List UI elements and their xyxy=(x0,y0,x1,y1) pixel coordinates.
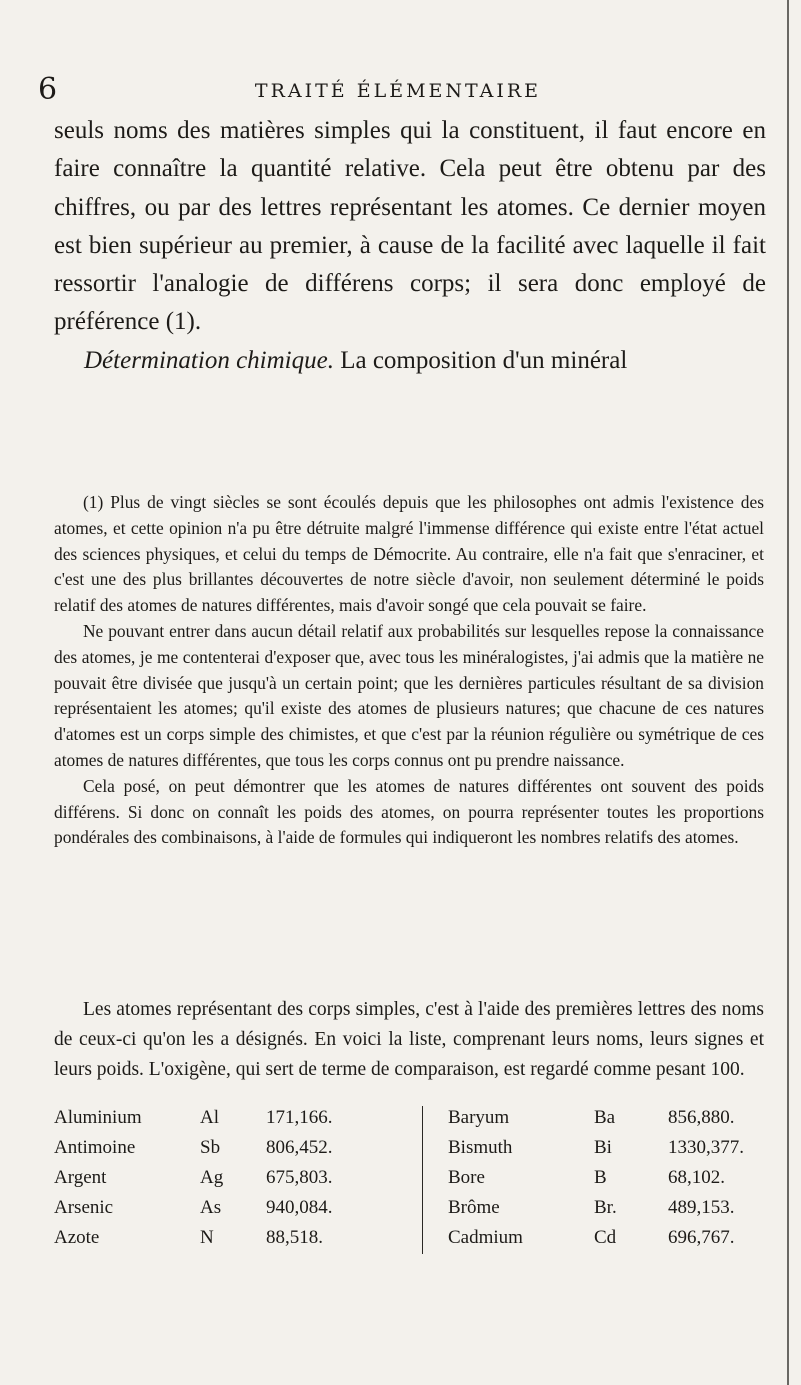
element-weight: 675,803. xyxy=(266,1167,333,1188)
section-title: Détermination chimique. xyxy=(84,346,334,374)
element-weight: 171,166. xyxy=(266,1107,333,1128)
element-symbol: Cd xyxy=(594,1227,617,1248)
section-paragraph xyxy=(54,342,766,380)
footnote-paragraph-3: Cela posé, on peut démontrer que les atomes de natures différentes ont souvent des poids différens. Si donc on connaît les poids des atomes, on pourra représenter toutes les proportions pondérales des combinaisons, à l'aide de formules qui indiqueront les nombres relatifs des atomes. xyxy=(54,775,764,848)
table-row xyxy=(436,1164,766,1192)
column-divider xyxy=(422,1106,423,1254)
page-edge-line xyxy=(787,0,789,1385)
element-name: Aluminium xyxy=(54,1107,142,1128)
page-number: 6 xyxy=(38,72,58,107)
element-weight: 88,518. xyxy=(266,1227,323,1248)
table-row xyxy=(436,1104,766,1132)
elements-table xyxy=(54,1104,766,1254)
page-header xyxy=(38,72,758,112)
element-symbol: Sb xyxy=(200,1137,221,1158)
element-symbol: B xyxy=(594,1167,607,1188)
element-weight: 1330,377. xyxy=(668,1137,744,1158)
element-weight: 489,153. xyxy=(668,1197,735,1218)
element-symbol: N xyxy=(200,1227,214,1248)
section-start: La composition d'un minéral xyxy=(340,346,628,374)
element-name: Cadmium xyxy=(448,1227,523,1248)
element-symbol: Al xyxy=(200,1107,219,1128)
footnote-paragraph-1: (1) Plus de vingt siècles se sont écoulés depuis que les philosophes ont admis l'existence des atomes, et cette opinion n'a pu être détruite malgré l'immense différence qui existe entre l'état actuel des sciences physiques, et celui du temps de Démocrite. Au contraire, elle n'a fait que s'enraciner, et c'est une des plus brillantes découvertes de notre siècle d'avoir, non seulement déterminé le poids relatif des atomes de natures différentes, mais d'avoir songé que cela pouvait se faire. xyxy=(54,492,764,616)
element-weight: 856,880. xyxy=(668,1107,735,1128)
element-weight: 940,084. xyxy=(266,1197,333,1218)
element-name: Argent xyxy=(54,1167,107,1188)
running-title: TRAITÉ ÉLÉMENTAIRE xyxy=(254,80,542,102)
table-row xyxy=(54,1104,414,1132)
table-row xyxy=(54,1224,414,1252)
element-name: Arsenic xyxy=(54,1197,114,1218)
element-name: Azote xyxy=(54,1227,100,1248)
element-name: Bismuth xyxy=(448,1137,513,1158)
element-symbol: Ag xyxy=(200,1167,224,1188)
table-row xyxy=(436,1194,766,1222)
element-name: Antimoine xyxy=(54,1137,136,1158)
element-symbol: As xyxy=(200,1197,222,1218)
table-row xyxy=(436,1224,766,1252)
element-name: Brôme xyxy=(448,1197,500,1218)
intro-block xyxy=(54,995,764,1085)
element-weight: 696,767. xyxy=(668,1227,735,1248)
table-row xyxy=(436,1134,766,1162)
main-text xyxy=(54,112,766,380)
element-name: Baryum xyxy=(448,1107,510,1128)
element-weight: 68,102. xyxy=(668,1167,725,1188)
main-paragraph: seuls noms des matières simples qui la constituent, il faut encore en faire connaître la quantité relative. Cela peut être obtenu par des chiffres, ou par des lettres représentant les atomes. Ce dernier moyen est bien supérieur au premier, à cause de la facilité avec laquelle il fait ressortir l'analogie de différens corps; il sera donc employé de préférence (1). xyxy=(54,117,766,336)
element-symbol: Ba xyxy=(594,1107,616,1128)
element-name: Bore xyxy=(448,1167,485,1188)
element-symbol: Bi xyxy=(594,1137,612,1158)
table-row xyxy=(54,1194,414,1222)
footnote xyxy=(54,490,764,851)
element-symbol: Br. xyxy=(594,1197,617,1218)
table-row xyxy=(54,1134,414,1162)
footnote-paragraph-2: Ne pouvant entrer dans aucun détail relatif aux probabilités sur lesquelles repose la connaissance des atomes, je me contenterai d'exposer que, avec tous les minéralogistes, j'ai admis que la matière ne pouvait être divisée que jusqu'à un certain point; que les dernières particules résultant de sa division représentaient les atomes; qu'il existe des atomes de plusieurs natures; que chacune de ces natures d'atomes est un corps simple des chimistes, et que c'est par la réunion régulière ou symétrique de ces atomes de natures différentes, que tous les corps connus ont pu prendre naissance. xyxy=(54,620,764,770)
element-weight: 806,452. xyxy=(266,1137,333,1158)
intro-paragraph: Les atomes représentant des corps simples, c'est à l'aide des premières lettres des noms de ceux-ci qu'on les a désignés. En voici la liste, comprenant leurs noms, leurs signes et leurs poids. L'oxigène, qui sert de terme de comparaison, est regardé comme pesant 100. xyxy=(54,999,764,1080)
table-row xyxy=(54,1164,414,1192)
